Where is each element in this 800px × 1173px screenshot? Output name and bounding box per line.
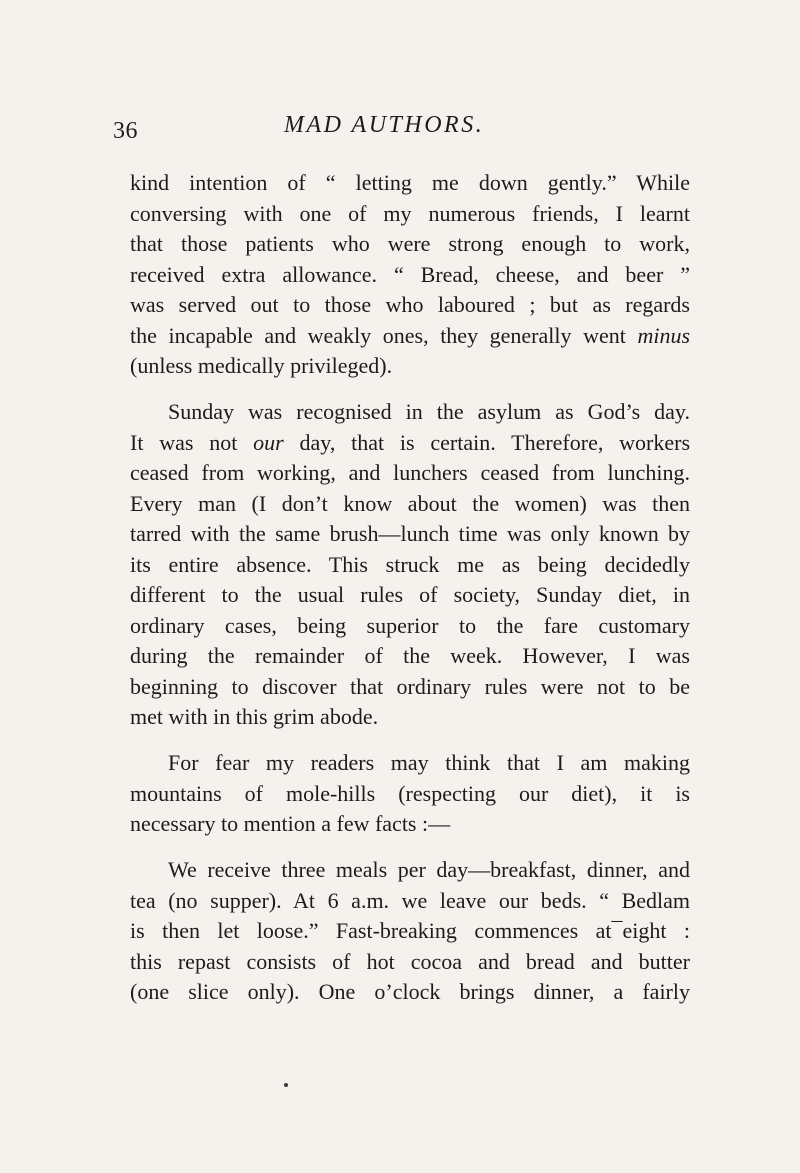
- text-line: (one slice only). One o’clock brings dinner, a fairly: [130, 979, 690, 1004]
- text-segment: It was not: [130, 429, 238, 455]
- text-line: necessary to mention a few facts :—: [130, 811, 451, 836]
- page-number: 36: [113, 118, 138, 144]
- italic-word: minus: [637, 322, 690, 348]
- body-text: [130, 168, 690, 1023]
- text-line: is then let loose.” Fast-breaking commences at¯eight :: [130, 918, 690, 943]
- text-line: [130, 321, 690, 352]
- ink-speck: [284, 1083, 288, 1087]
- text-line: this repast consists of hot cocoa and bread and butter: [130, 948, 690, 974]
- text-line: tarred with the same brush—lunch time was only known by: [130, 521, 690, 546]
- text-segment: day, that is certain. Therefore, workers: [299, 429, 691, 455]
- text-line: mountains of mole-hills (respecting our diet), it is: [130, 780, 690, 806]
- paragraph-2: [130, 397, 690, 733]
- text-line: For fear my readers may think that I am making: [168, 750, 690, 775]
- text-line: received extra allowance. “ Bread, cheese, and beer ”: [130, 261, 690, 287]
- text-line: ordinary cases, being superior to the fare customary: [130, 612, 690, 638]
- text-line: during the remainder of the week. However, I was: [130, 643, 690, 668]
- text-line: Every man (I don’t know about the women) was then: [130, 490, 690, 516]
- running-title: MAD AUTHORS.: [284, 112, 485, 138]
- text-line: Sunday was recognised in the asylum as God’s day.: [168, 399, 690, 424]
- text-line: [130, 428, 690, 459]
- text-line: that those patients who were strong enough to work,: [130, 231, 690, 256]
- italic-word: our: [253, 429, 284, 455]
- text-line: ceased from working, and lunchers ceased from lunching.: [130, 460, 690, 485]
- text-line: different to the usual rules of society, Sunday diet, in: [130, 582, 690, 607]
- text-line: met with in this grim abode.: [130, 704, 379, 729]
- text-line: kind intention of “ letting me down gently.” While: [130, 170, 690, 195]
- paragraph-1: [130, 168, 690, 382]
- text-segment: the incapable and weakly ones, they generally went: [130, 322, 626, 348]
- running-head: [113, 112, 693, 152]
- text-line: conversing with one of my numerous friends, I learnt: [130, 200, 690, 226]
- paragraph-3: [130, 748, 690, 840]
- text-line: was served out to those who laboured ; but as regards: [130, 292, 690, 317]
- text-line: tea (no supper). At 6 a.m. we leave our beds. “ Bedlam: [130, 887, 690, 913]
- text-line: beginning to discover that ordinary rules were not to be: [130, 673, 690, 699]
- text-line: We receive three meals per day—breakfast, dinner, and: [168, 857, 690, 882]
- text-line: (unless medically privileged).: [130, 353, 393, 378]
- text-line: its entire absence. This struck me as being decidedly: [130, 551, 690, 577]
- paragraph-4: [130, 855, 690, 1008]
